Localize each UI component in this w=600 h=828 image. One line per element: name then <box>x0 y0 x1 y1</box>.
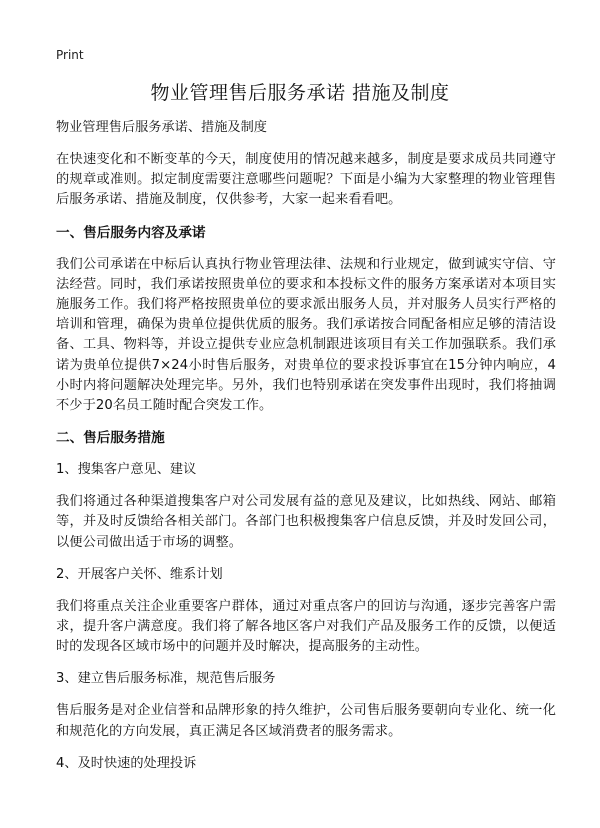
document-body <box>56 118 556 786</box>
measure-3-heading: 3、建立售后服务标准，规范售后服务 <box>56 671 276 687</box>
section-2-heading: 二、售后服务措施 <box>56 430 165 447</box>
measure-3-paragraph: 售后服务是对企业信誉和品牌形象的持久维护，公司售后服务要朝向专业化、统一化和规范化的方向发展，真正满足各区域消费者的服务需求。 <box>56 703 556 739</box>
measure-2-paragraph: 我们将重点关注企业重要客户群体，通过对重点客户的回访与沟通，逐步完善客户需求，提升客户满意度。我们将了解各地区客户对我们产品及服务工作的反馈，以便适时的发现各区域市场中的问题并及时解决，提高服务的主动性。 <box>56 598 556 655</box>
intro-paragraph: 在快速变化和不断变革的今天，制度使用的情况越来越多，制度是要求成员共同遵守的规章或准则。拟定制度需要注意哪些问题呢？下面是小编为大家整理的物业管理售后服务承诺、措施及制度，仅供参考，大家一起来看看吧。 <box>56 152 556 208</box>
section-1-paragraph: 我们公司承诺在中标后认真执行物业管理法律、法规和行业规定，做到诚实守信、守法经营。同时，我们承诺按照贵单位的要求和本投标文件的服务方案承诺对本项目实施服务工作。我们将严格按照贵单位的要求派出服务人员，并对服务人员实行严格的培训和管理，确保为贵单位提供优质的服务。我们承诺按合同配备相应足够的清洁设备、工具、物料等，并设立提供专业应急机制跟进该项目有关工作加强联系。我们承诺为贵单位提供7×24小时售后服务，对贵单位的要求投诉事宜在15分钟内响应，4小时内将问题解决处理完毕。另外，我们也特别承诺在突发事件出现时，我们将抽调不少于20名员工随时配合突发工作。 <box>56 256 556 414</box>
measure-1-heading: 1、搜集客户意见、建议 <box>56 462 197 478</box>
section-1-heading: 一、售后服务内容及承诺 <box>56 224 206 241</box>
measure-1-paragraph: 我们将通过各种渠道搜集客户对公司发展有益的意见及建议，比如热线、网站、邮箱等，并及时反馈给各相关部门。各部门也积极搜集客户信息反馈，并及时发回公司，以便公司做出适于市场的调整。 <box>56 494 556 550</box>
measure-2-heading: 2、开展客户关怀、维系计划 <box>56 566 223 582</box>
print-link[interactable]: Print <box>56 48 84 62</box>
measure-4-heading: 4、及时快速的处理投诉 <box>56 755 197 771</box>
document-title: 物业管理售后服务承诺 措施及制度 <box>150 82 450 104</box>
document-subtitle: 物业管理售后服务承诺、措施及制度 <box>56 120 267 135</box>
